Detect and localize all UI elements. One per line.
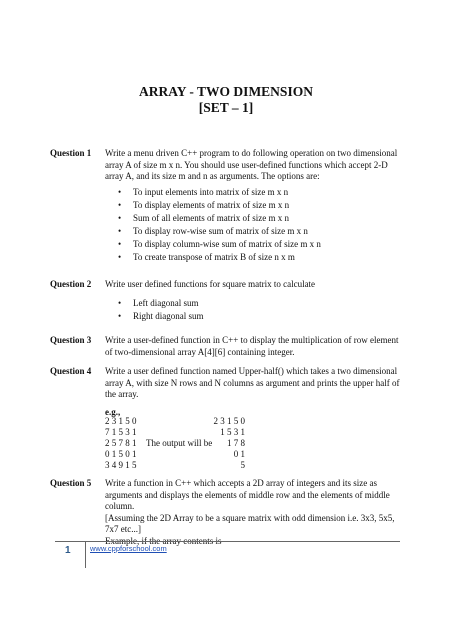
example-input-row: 2 3 1 5 0 bbox=[105, 416, 137, 426]
list-item: • To display elements of matrix of size m x n bbox=[105, 199, 321, 212]
doc-title-line2: [SET – 1] bbox=[198, 100, 254, 115]
list-item: • To display row-wise sum of matrix of size m x n bbox=[105, 225, 321, 238]
example-output-row: 5 bbox=[240, 460, 245, 470]
question-label: Question 2 bbox=[50, 279, 92, 289]
example-input-row: 7 1 5 3 1 bbox=[105, 427, 137, 437]
question-label: Question 4 bbox=[50, 366, 92, 376]
example-input-row: 3 4 9 1 5 bbox=[105, 460, 137, 470]
example-input-row: 0 1 5 0 1 bbox=[105, 449, 137, 459]
paragraph: [Assuming the 2D Array to be a square matrix with odd dimension i.e. 3x3, 5x5, 7x7 etc...] bbox=[105, 512, 395, 534]
list-item: • To display column-wise sum of matrix of size m x n bbox=[105, 238, 321, 251]
options-list bbox=[105, 297, 204, 323]
example-output-row: 1 7 8 bbox=[227, 438, 245, 448]
list-item: • Right diagonal sum bbox=[105, 310, 204, 323]
question-text bbox=[105, 478, 405, 547]
example-output-row: 1 5 3 1 bbox=[220, 427, 245, 437]
example-output-row: 2 3 1 5 0 bbox=[213, 416, 245, 426]
footer-divider-vertical bbox=[85, 542, 86, 568]
paragraph: Write a function in C++ which accepts a 2D array of integers and its size as arguments and displays the elements of middle row and the elements of middle column. bbox=[105, 478, 390, 511]
example-input-row: 2 5 7 8 1 bbox=[105, 438, 137, 448]
question-text: Write a user defined function named Upper-half() which takes a two dimensional array A, with size N rows and N columns as argument and prints the upper half of the array. bbox=[105, 366, 400, 399]
footer-link[interactable]: www.cppforschool.com bbox=[90, 544, 167, 553]
question-label: Question 5 bbox=[50, 478, 92, 488]
footer-divider bbox=[55, 541, 400, 542]
doc-title-line1: ARRAY - TWO DIMENSION bbox=[139, 84, 313, 99]
question-text: Write a menu driven C++ program to do following operation on two dimensional array A of size m x n. You should use user-defined functions which accept 2-D array A, and its size m and n as arguments. The options are: bbox=[105, 148, 398, 181]
list-item: • To input elements into matrix of size m x n bbox=[105, 186, 321, 199]
example-middle-text: The output will be bbox=[146, 438, 213, 448]
page-number: 1 bbox=[65, 545, 71, 556]
question-text: Write user defined functions for square matrix to calculate bbox=[105, 279, 316, 289]
list-item: • Left diagonal sum bbox=[105, 297, 204, 310]
example-output bbox=[205, 416, 245, 471]
list-item: • Sum of all elements of matrix of size m x n bbox=[105, 212, 321, 225]
question-text: Write a user-defined function in C++ to display the multiplication of row element of two-dimensional array A[4][6] containing integer. bbox=[105, 335, 399, 357]
question-label: Question 1 bbox=[50, 148, 92, 158]
options-list bbox=[105, 186, 321, 264]
example-heading: e.g., bbox=[105, 407, 121, 417]
list-item: • To create transpose of matrix B of size n x m bbox=[105, 251, 321, 264]
example-output-row: 0 1 bbox=[233, 449, 245, 459]
question-label: Question 3 bbox=[50, 335, 92, 345]
